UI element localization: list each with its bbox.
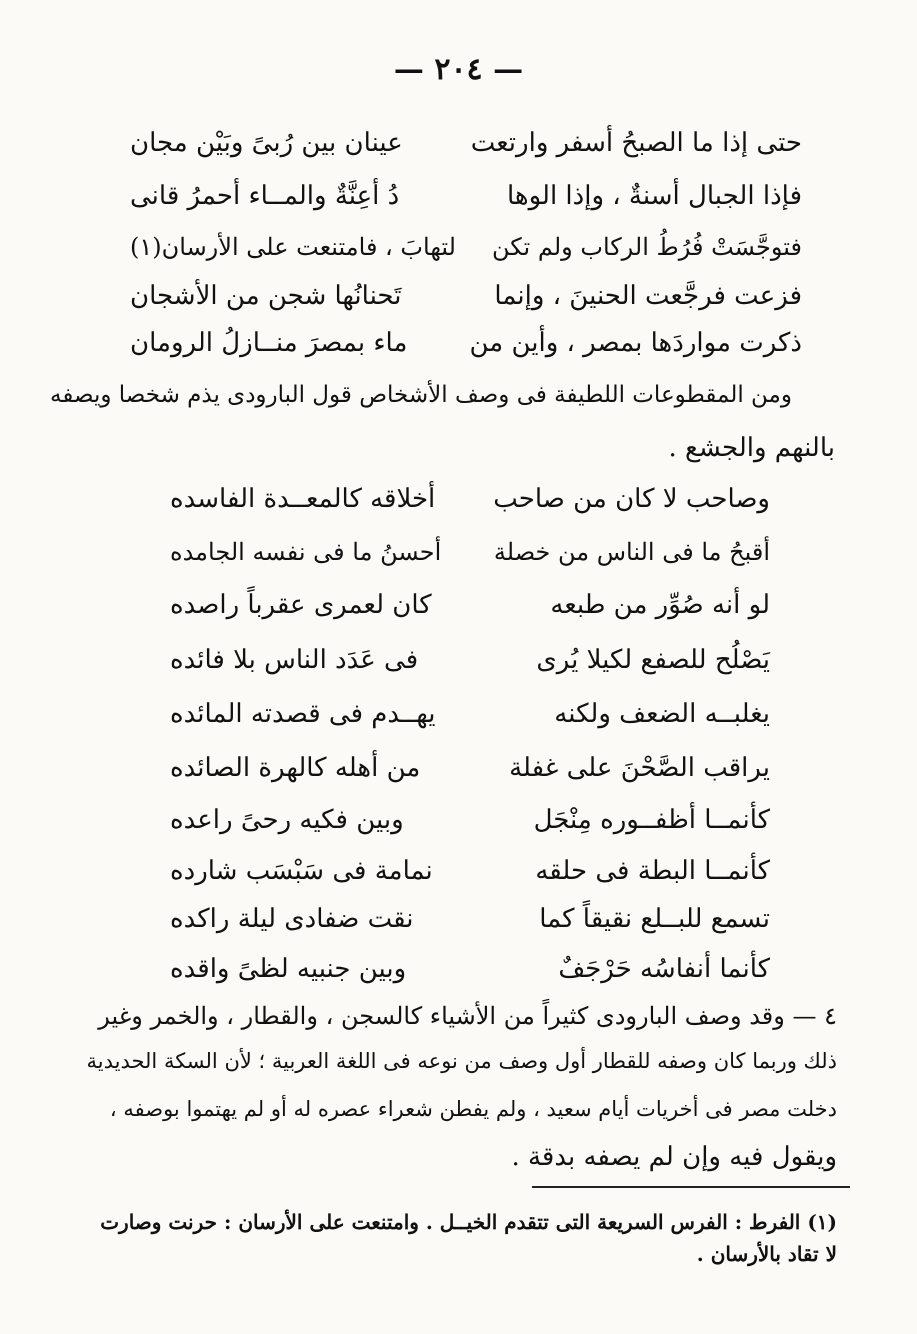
verse-hemistich-left: أخلاقه كالمعــدة الفاسده xyxy=(170,484,436,514)
verse-hemistich-right: فزعت فرجَّعت الحنينَ ، وإنما xyxy=(494,281,802,311)
poem-verse xyxy=(170,538,770,566)
poem-verse xyxy=(130,328,802,358)
paragraph-line: ذلك وربما كان وصفه للقطار أول وصف من نوعه فى اللغة العربية ؛ لأن السكة الحديدية xyxy=(86,1049,837,1073)
verse-hemistich-left: عينان بين رُبىً وبَيْن مجان xyxy=(130,128,403,158)
verse-hemistich-left: نمامة فى سَبْسَب شارده xyxy=(170,856,433,886)
verse-hemistich-right: كأنما أنفاسُه حَرْجَفٌ xyxy=(558,954,770,984)
verse-hemistich-right: أقبحُ ما فى الناس من خصلة xyxy=(493,538,770,566)
verse-hemistich-left: نقت ضفادى ليلة راكده xyxy=(170,904,414,934)
verse-hemistich-left: تَحنانُها شجن من الأشجان xyxy=(130,281,402,311)
verse-hemistich-left: دُ أعِنَّةٌ والمــاء أحمرُ قانى xyxy=(130,181,400,211)
intro-line: ومن المقطوعات اللطيفة فى وصف الأشخاص قول البارودى يذم شخصا ويصفه xyxy=(50,382,792,408)
verse-hemistich-right: يراقب الصَّحْنَ على غفلة xyxy=(509,753,770,783)
verse-hemistich-right: كأنمــا البطة فى حلقه xyxy=(535,856,770,886)
poem-verse xyxy=(170,856,770,886)
page-number: — ٢٠٤ — xyxy=(393,52,524,87)
paragraph-line: ٤ — وقد وصف البارودى كثيراً من الأشياء كالسجن ، والقطار ، والخمر وغير xyxy=(98,1002,837,1030)
verse-hemistich-right: فتوجَّسَتْ فُرُطُ الركاب ولم تكن xyxy=(492,233,802,261)
footnote-line: (١) الفرط : الفرس السريعة التى تتقدم الخيــل . وامتنعت على الأرسان : حرنت وصارت xyxy=(100,1210,837,1234)
poem-verse xyxy=(170,590,770,620)
paragraph-line: دخلت مصر فى أخريات أيام سعيد ، ولم يفطن شعراء عصره له أو لم يهتموا بوصفه ، xyxy=(109,1097,837,1121)
verse-hemistich-left: وبين فكيه رحىً راعده xyxy=(170,805,404,835)
poem-verse xyxy=(130,181,802,211)
verse-hemistich-left: فى عَدَد الناس بلا فائده xyxy=(170,645,419,675)
verse-hemistich-left: أحسنُ ما فى نفسه الجامده xyxy=(170,538,442,566)
intro-line: بالنهم والجشع . xyxy=(668,433,835,463)
verse-hemistich-right: كأنمــا أظفــوره مِنْجَل xyxy=(533,805,770,835)
poem-verse xyxy=(170,954,770,984)
verse-hemistich-right: لو أنه صُوِّر من طبعه xyxy=(550,590,770,620)
paragraph-line: ويقول فيه وإن لم يصفه بدقة . xyxy=(511,1142,837,1172)
poem-verse xyxy=(170,484,770,514)
poem-verse xyxy=(170,699,770,729)
verse-hemistich-right: يَصْلُح للصفع لكيلا يُرى xyxy=(536,645,770,675)
poem-verse xyxy=(130,281,802,311)
footnote-divider xyxy=(532,1186,850,1188)
verse-hemistich-left: لتهابَ ، فامتنعت على الأرسان(١) xyxy=(130,233,456,261)
poem-verse xyxy=(170,753,770,783)
verse-hemistich-right: ذكرت مواردَها بمصر ، وأين من xyxy=(469,328,802,358)
verse-hemistich-right: تسمع للبــلع نقيقاً كما xyxy=(539,904,770,934)
verse-hemistich-left: ماء بمصرَ منــازلُ الرومان xyxy=(130,328,408,358)
verse-hemistich-right: وصاحب لا كان من صاحب xyxy=(493,484,770,514)
verse-hemistich-left: كان لعمرى عقرباً راصده xyxy=(170,590,432,620)
verse-hemistich-left: يهــدم فى قصدته المائده xyxy=(170,699,436,729)
poem-verse xyxy=(170,645,770,675)
poem-verse xyxy=(130,233,802,261)
footnote-line: لا تقاد بالأرسان . xyxy=(696,1242,837,1266)
poem-verse xyxy=(170,805,770,835)
verse-hemistich-right: يغلبــه الضعف ولكنه xyxy=(554,699,770,729)
verse-hemistich-left: وبين جنبيه لظىً واقده xyxy=(170,954,407,984)
poem-verse xyxy=(170,904,770,934)
verse-hemistich-left: من أهله كالهرة الصائده xyxy=(170,753,421,783)
verse-hemistich-right: حتى إذا ما الصبحُ أسفر وارتعت xyxy=(470,128,802,158)
verse-hemistich-right: فإذا الجبال أسنةٌ ، وإذا الوها xyxy=(506,181,802,211)
poem-verse xyxy=(130,128,802,158)
